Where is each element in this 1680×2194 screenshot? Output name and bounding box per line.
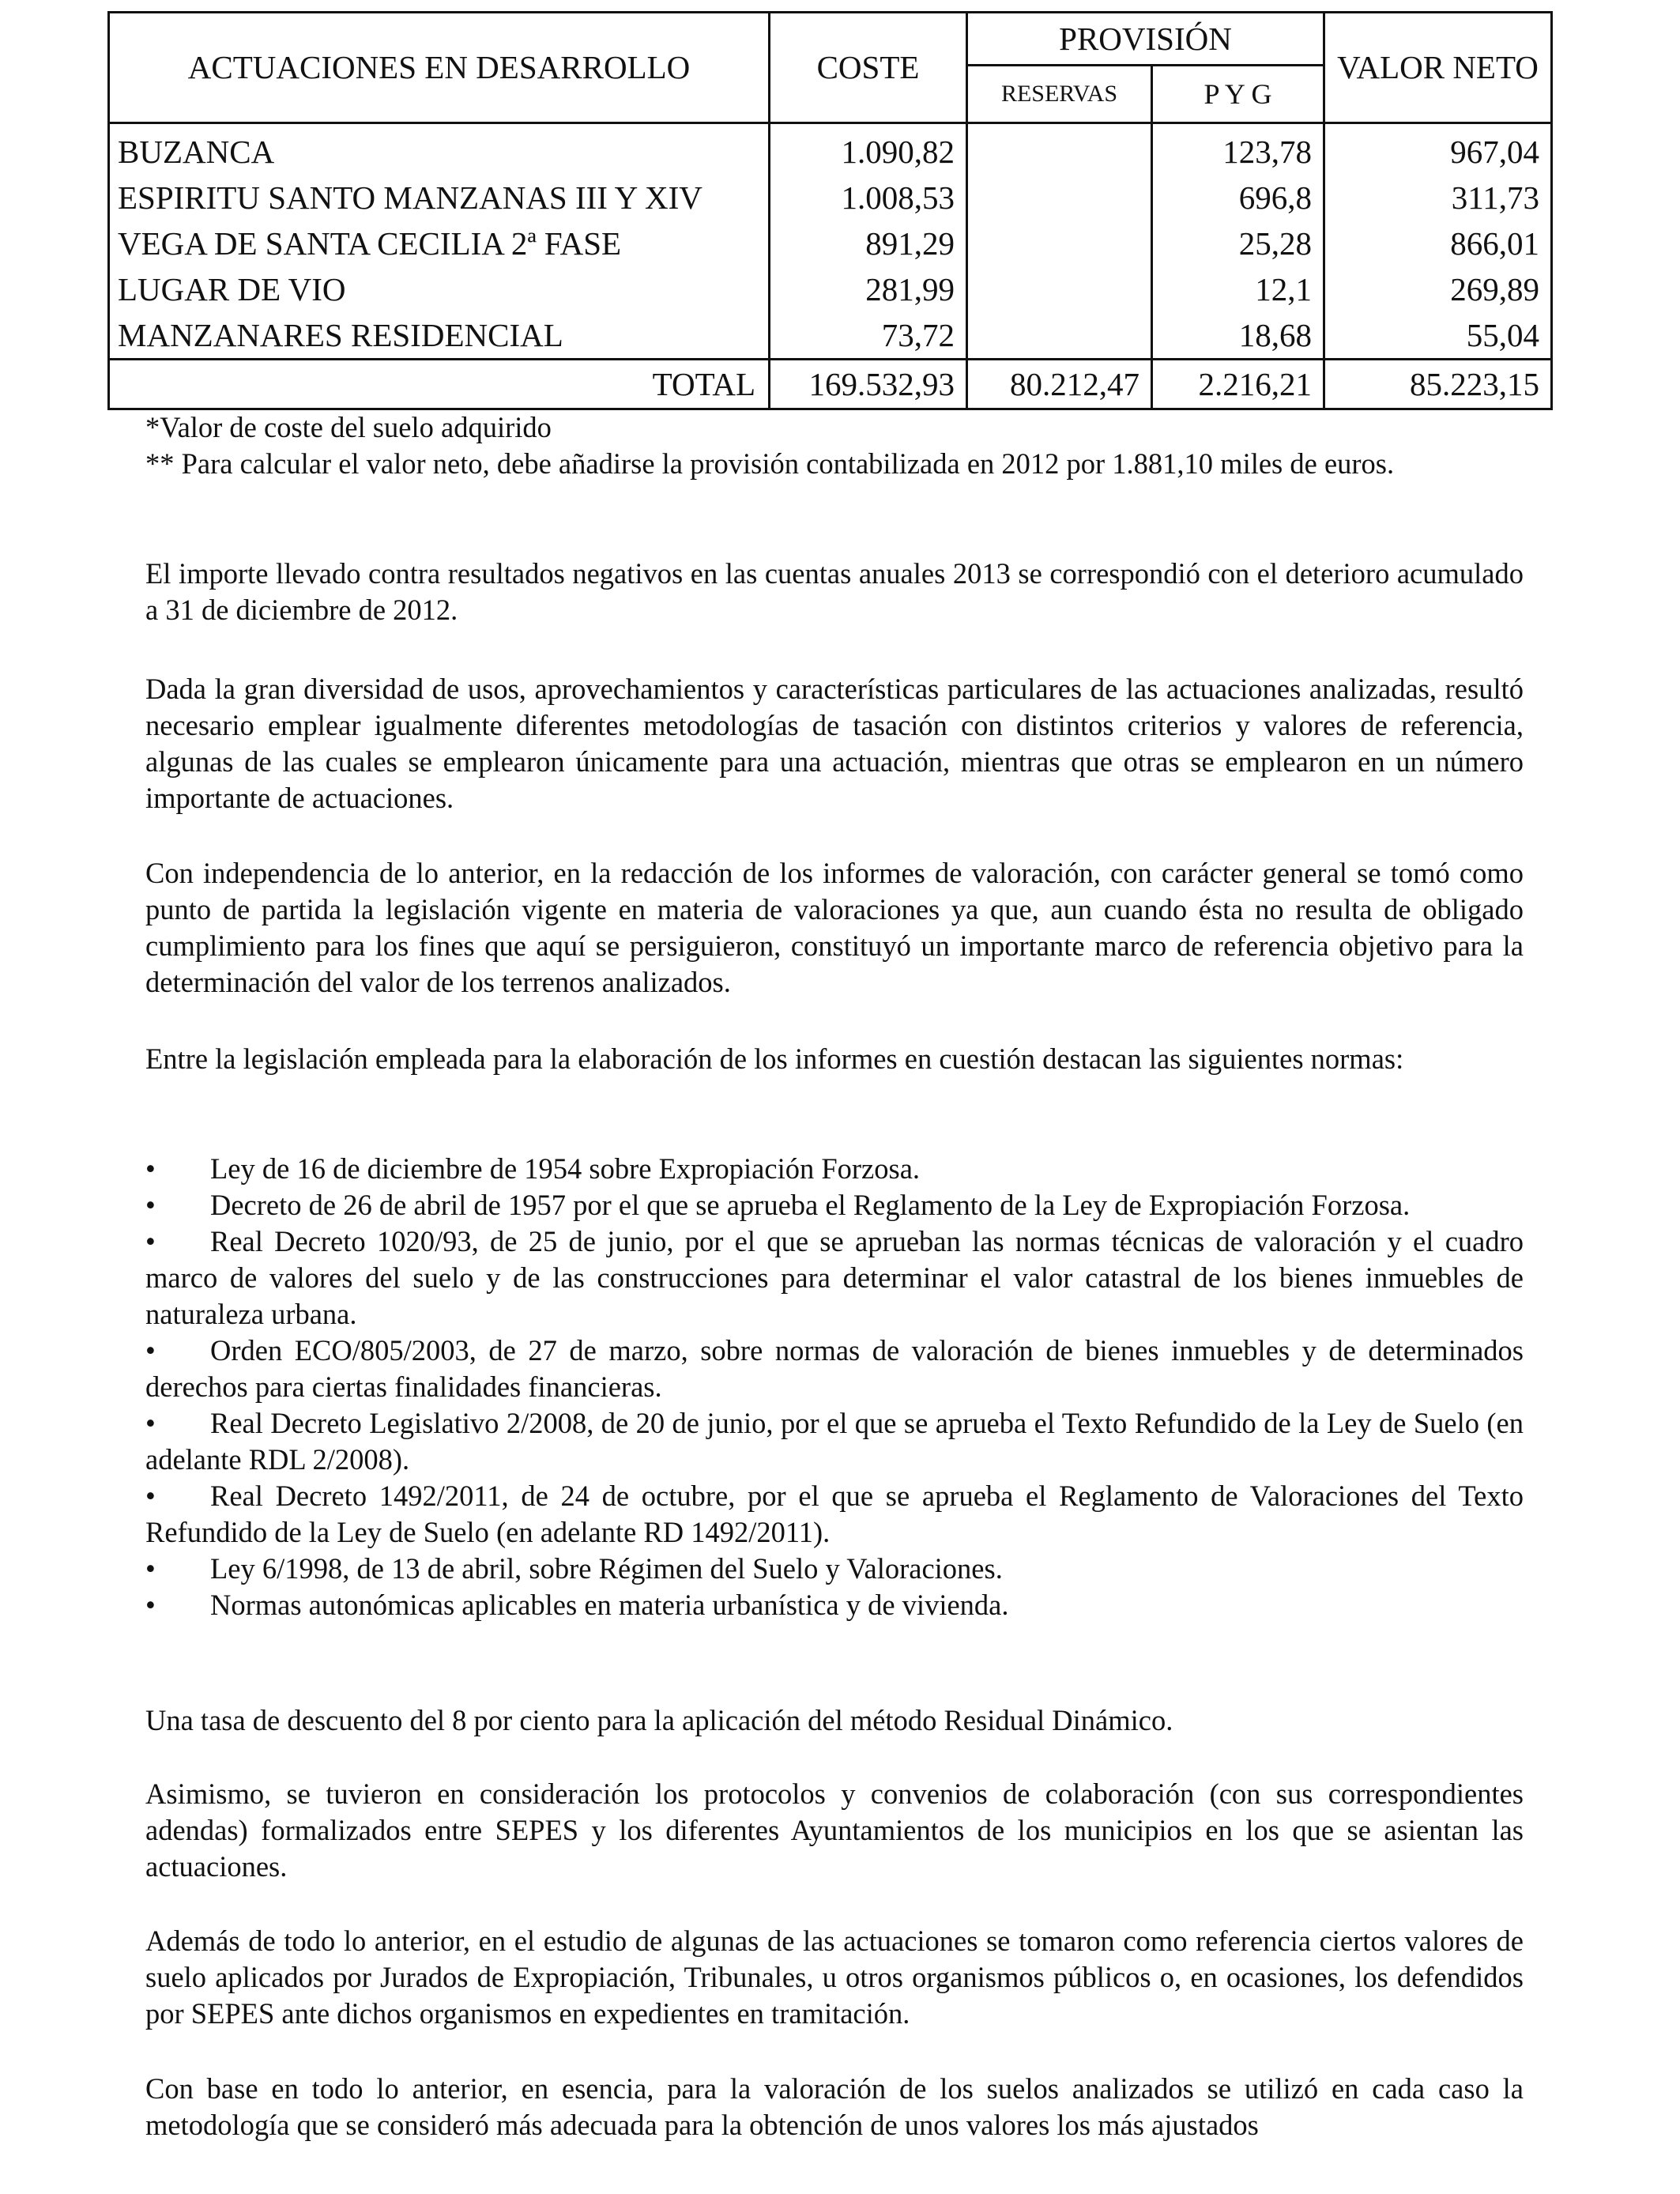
table-row (109, 175, 1552, 221)
bullet-icon: • (145, 1552, 156, 1585)
header-reservas: RESERVAS (967, 66, 1152, 123)
cell-actuacion: MANZANARES RESIDENCIAL (109, 312, 770, 360)
header-actuaciones: ACTUACIONES EN DESARROLLO (109, 13, 770, 123)
list-item-text: Real Decreto 1020/93, de 25 de junio, por el que se aprueban las normas técnicas de valoración y el cuadro marco de valores del suelo y de las construcciones para determinar el valor catastral de los bienes inmuebles de naturaleza urbana. (145, 1225, 1524, 1330)
total-row (109, 360, 1552, 409)
cell-actuacion: BUZANCA (109, 123, 770, 175)
cell-coste: 891,29 (770, 221, 967, 266)
total-valor-neto: 85.223,15 (1324, 360, 1552, 409)
cell-valor-neto: 55,04 (1324, 312, 1552, 360)
cell-pyg: 25,28 (1152, 221, 1324, 266)
cell-coste: 1.090,82 (770, 123, 967, 175)
table-row (109, 123, 1552, 175)
paragraph-7: Además de todo lo anterior, en el estudio de algunas de las actuaciones se tomaron como referencia ciertos valores de suelo aplicados por Jurados de Expropiación, Tribunales, u otros organismos públicos o, en ocasiones, los defendidos por SEPES ante dichos organismos en expedientes en tramitación. (145, 1924, 1524, 2030)
table-row (109, 312, 1552, 360)
legislation-list (145, 1151, 1524, 1623)
list-item-text: Real Decreto Legislativo 2/2008, de 20 de junio, por el que se aprueba el Texto Refundido de la Ley de Suelo (en adelante RDL 2/2008). (145, 1407, 1524, 1476)
header-valor-neto: VALOR NETO (1324, 13, 1552, 123)
total-reservas: 80.212,47 (967, 360, 1152, 409)
list-item-text: Ley de 16 de diciembre de 1954 sobre Expropiación Forzosa. (210, 1152, 921, 1185)
cell-coste: 281,99 (770, 266, 967, 312)
cell-valor-neto: 866,01 (1324, 221, 1552, 266)
paragraph-5: Una tasa de descuento del 8 por ciento para la aplicación del método Residual Dinámico. (145, 1704, 1173, 1736)
header-coste: COSTE (770, 13, 967, 123)
cell-coste: 73,72 (770, 312, 967, 360)
table-row (109, 221, 1552, 266)
total-pyg: 2.216,21 (1152, 360, 1324, 409)
list-item (145, 1187, 1524, 1223)
list-item-text: Real Decreto 1492/2011, de 24 de octubre, por el que se aprueba el Reglamento de Valoraciones del Texto Refundido de la Ley de Suelo (en adelante RD 1492/2011). (145, 1480, 1524, 1548)
list-item (145, 1478, 1524, 1551)
cell-reservas (967, 221, 1152, 266)
list-item (145, 1333, 1524, 1405)
bullet-icon: • (145, 1225, 156, 1257)
valuation-table (107, 11, 1553, 410)
list-item (145, 1405, 1524, 1478)
bullet-icon: • (145, 1189, 156, 1221)
total-coste: 169.532,93 (770, 360, 967, 409)
list-item (145, 1223, 1524, 1333)
list-item (145, 1587, 1524, 1623)
paragraph-6: Asimismo, se tuvieron en consideración los protocolos y convenios de colaboración (con sus correspondientes adendas) formalizados entre SEPES y los diferentes Ayuntamientos de los municipios en los que se asientan las actuaciones. (145, 1777, 1524, 1883)
list-item (145, 1151, 1524, 1187)
bullet-icon: • (145, 1152, 156, 1185)
cell-valor-neto: 269,89 (1324, 266, 1552, 312)
list-item-text: Decreto de 26 de abril de 1957 por el que se aprueba el Reglamento de la Ley de Expropiación Forzosa. (210, 1189, 1411, 1221)
cell-reservas (967, 266, 1152, 312)
list-item (145, 1551, 1524, 1587)
cell-reservas (967, 175, 1152, 221)
footnote-1: *Valor de coste del suelo adquirido (145, 411, 552, 443)
cell-actuacion: LUGAR DE VIO (109, 266, 770, 312)
bullet-icon: • (145, 1334, 156, 1367)
cell-reservas (967, 123, 1152, 175)
list-item-text: Normas autonómicas aplicables en materia urbanística y de vivienda. (210, 1589, 1009, 1621)
list-item-text: Ley 6/1998, de 13 de abril, sobre Régimen del Suelo y Valoraciones. (210, 1552, 1003, 1585)
cell-pyg: 18,68 (1152, 312, 1324, 360)
cell-valor-neto: 967,04 (1324, 123, 1552, 175)
bullet-icon: • (145, 1480, 156, 1512)
paragraph-4: Entre la legislación empleada para la elaboración de los informes en cuestión destacan las siguientes normas: (145, 1042, 1404, 1075)
total-label: TOTAL (109, 360, 770, 409)
paragraph-1: El importe llevado contra resultados negativos en las cuentas anuales 2013 se correspondió con el deterioro acumulado a 31 de diciembre de 2012. (145, 557, 1524, 626)
cell-actuacion: ESPIRITU SANTO MANZANAS III Y XIV (109, 175, 770, 221)
bullet-icon: • (145, 1589, 156, 1621)
bullet-icon: • (145, 1407, 156, 1439)
paragraph-2: Dada la gran diversidad de usos, aprovechamientos y características particulares de las actuaciones analizadas, resultó necesario emplear igualmente diferentes metodologías de tasación con distintos criterios y valores de referencia, algunas de las cuales se emplearon únicamente para una actuación, mientras que otras se emplearon en un número importante de actuaciones. (145, 673, 1524, 814)
cell-valor-neto: 311,73 (1324, 175, 1552, 221)
header-pyg: P Y G (1152, 66, 1324, 123)
paragraph-3: Con independencia de lo anterior, en la redacción de los informes de valoración, con carácter general se tomó como punto de partida la legislación vigente en materia de valoraciones ya que, aun cuando ésta no resulta de obligado cumplimiento para los fines que aquí se persiguieron, constituyó un importante marco de referencia objetivo para la determinación del valor de los terrenos analizados. (145, 857, 1524, 998)
cell-pyg: 12,1 (1152, 266, 1324, 312)
cell-coste: 1.008,53 (770, 175, 967, 221)
header-provision: PROVISIÓN (967, 13, 1324, 66)
cell-actuacion: VEGA DE SANTA CECILIA 2ª FASE (109, 221, 770, 266)
cell-pyg: 123,78 (1152, 123, 1324, 175)
list-item-text: Orden ECO/805/2003, de 27 de marzo, sobre normas de valoración de bienes inmuebles y de determinados derechos para ciertas finalidades financieras. (145, 1334, 1524, 1403)
cell-pyg: 696,8 (1152, 175, 1324, 221)
table-row (109, 266, 1552, 312)
cell-reservas (967, 312, 1152, 360)
paragraph-8: Con base en todo lo anterior, en esencia, para la valoración de los suelos analizados se utilizó en cada caso la metodología que se consideró más adecuada para la obtención de unos valores los más ajustados (145, 2072, 1524, 2141)
footnote-2: ** Para calcular el valor neto, debe añadirse la provisión contabilizada en 2012 por 1.881,10 miles de euros. (145, 447, 1395, 480)
